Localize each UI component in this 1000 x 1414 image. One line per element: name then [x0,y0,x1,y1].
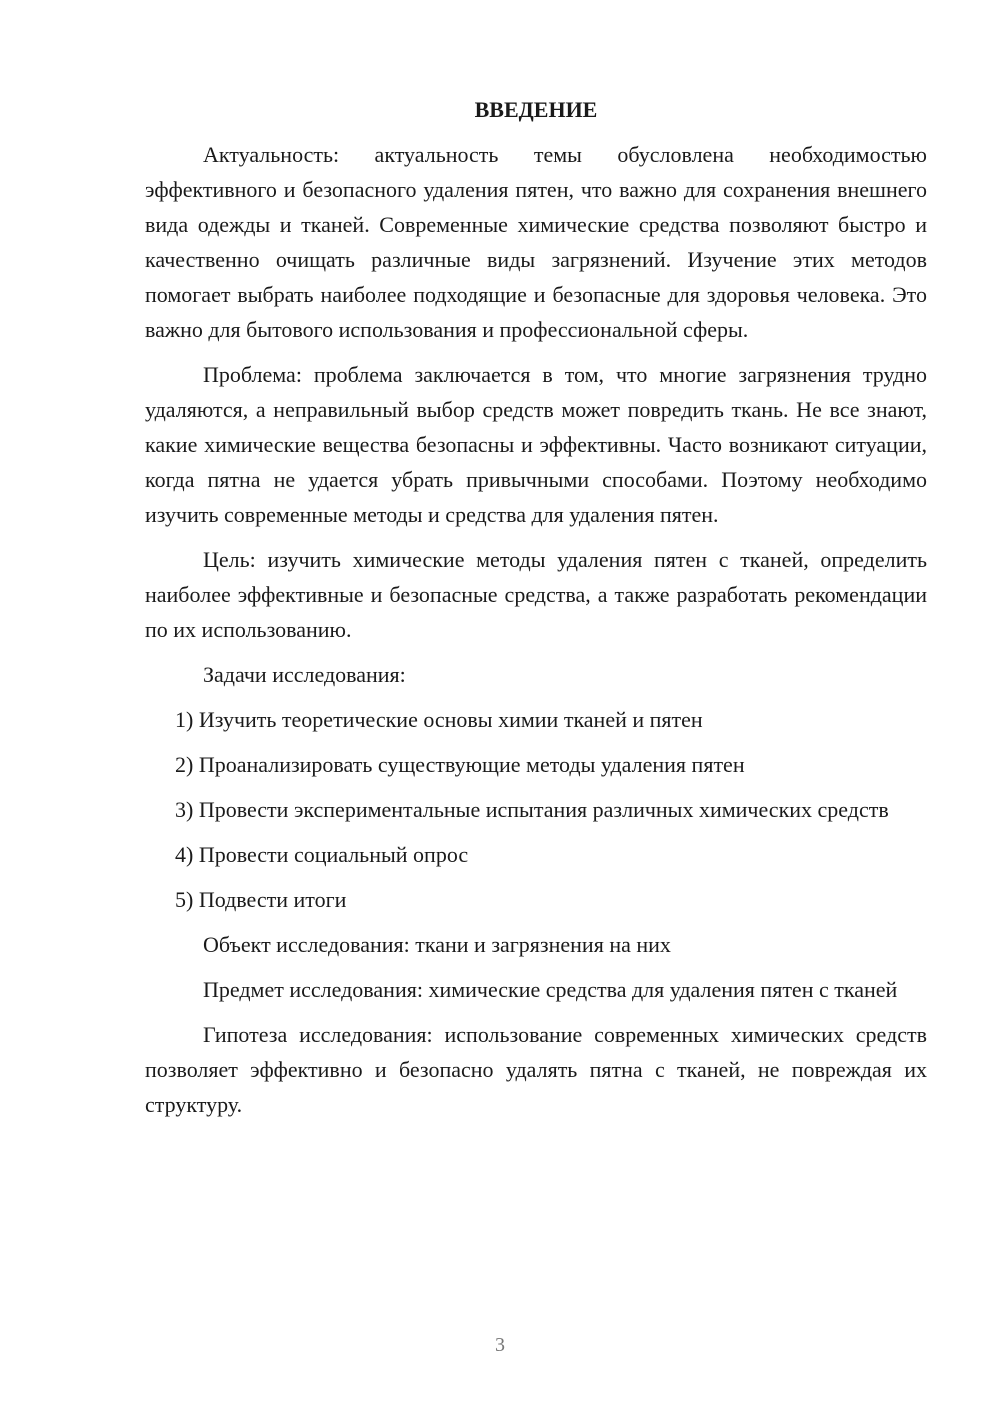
page-number: 3 [495,1334,505,1356]
task-item: 3) Провести экспериментальные испытания различных химических средств [175,797,889,822]
task-item: 5) Подвести итоги [175,887,347,912]
object-paragraph: Объект исследования: ткани и загрязнения на них [203,932,671,957]
problem-paragraph: Проблема: проблема заключается в том, что многие загрязнения трудно удаляются, а неправильный выбор средств может повредить ткань. Не все знают, какие химические вещества безопасны и эффективны. Часто возникают ситуации, когда пятна не удается убрать привычными способами. Поэтому необходимо изучить современные методы и средства для удаления пятен. [145,362,927,527]
subject-paragraph: Предмет исследования: химические средства для удаления пятен с тканей [203,977,898,1002]
task-item: 1) Изучить теоретические основы химии тканей и пятен [175,707,703,732]
hypothesis-paragraph: Гипотеза исследования: использование современных химических средств позволяет эффективно и безопасно удалять пятна с тканей, не повреждая их структуру. [145,1022,927,1117]
document-body [145,92,927,1132]
task-item: 4) Провести социальный опрос [175,842,469,867]
relevance-paragraph: Актуальность: актуальность темы обусловлена необходимостью эффективного и безопасного удаления пятен, что важно для сохранения внешнего вида одежды и тканей. Современные химические средства позволяют быстро и качественно очищать различные виды загрязнений. Изучение этих методов помогает выбрать наиболее подходящие и безопасные для здоровья человека. Это важно для бытового использования и профессиональной сферы. [145,142,927,342]
tasks-title: Задачи исследования: [203,662,406,687]
goal-paragraph: Цель: изучить химические методы удаления пятен с тканей, определить наиболее эффективные и безопасные средства, а также разработать рекомендации по их использованию. [145,547,927,642]
page-title: ВВЕДЕНИЕ [474,97,598,122]
task-item: 2) Проанализировать существующие методы удаления пятен [175,752,745,777]
